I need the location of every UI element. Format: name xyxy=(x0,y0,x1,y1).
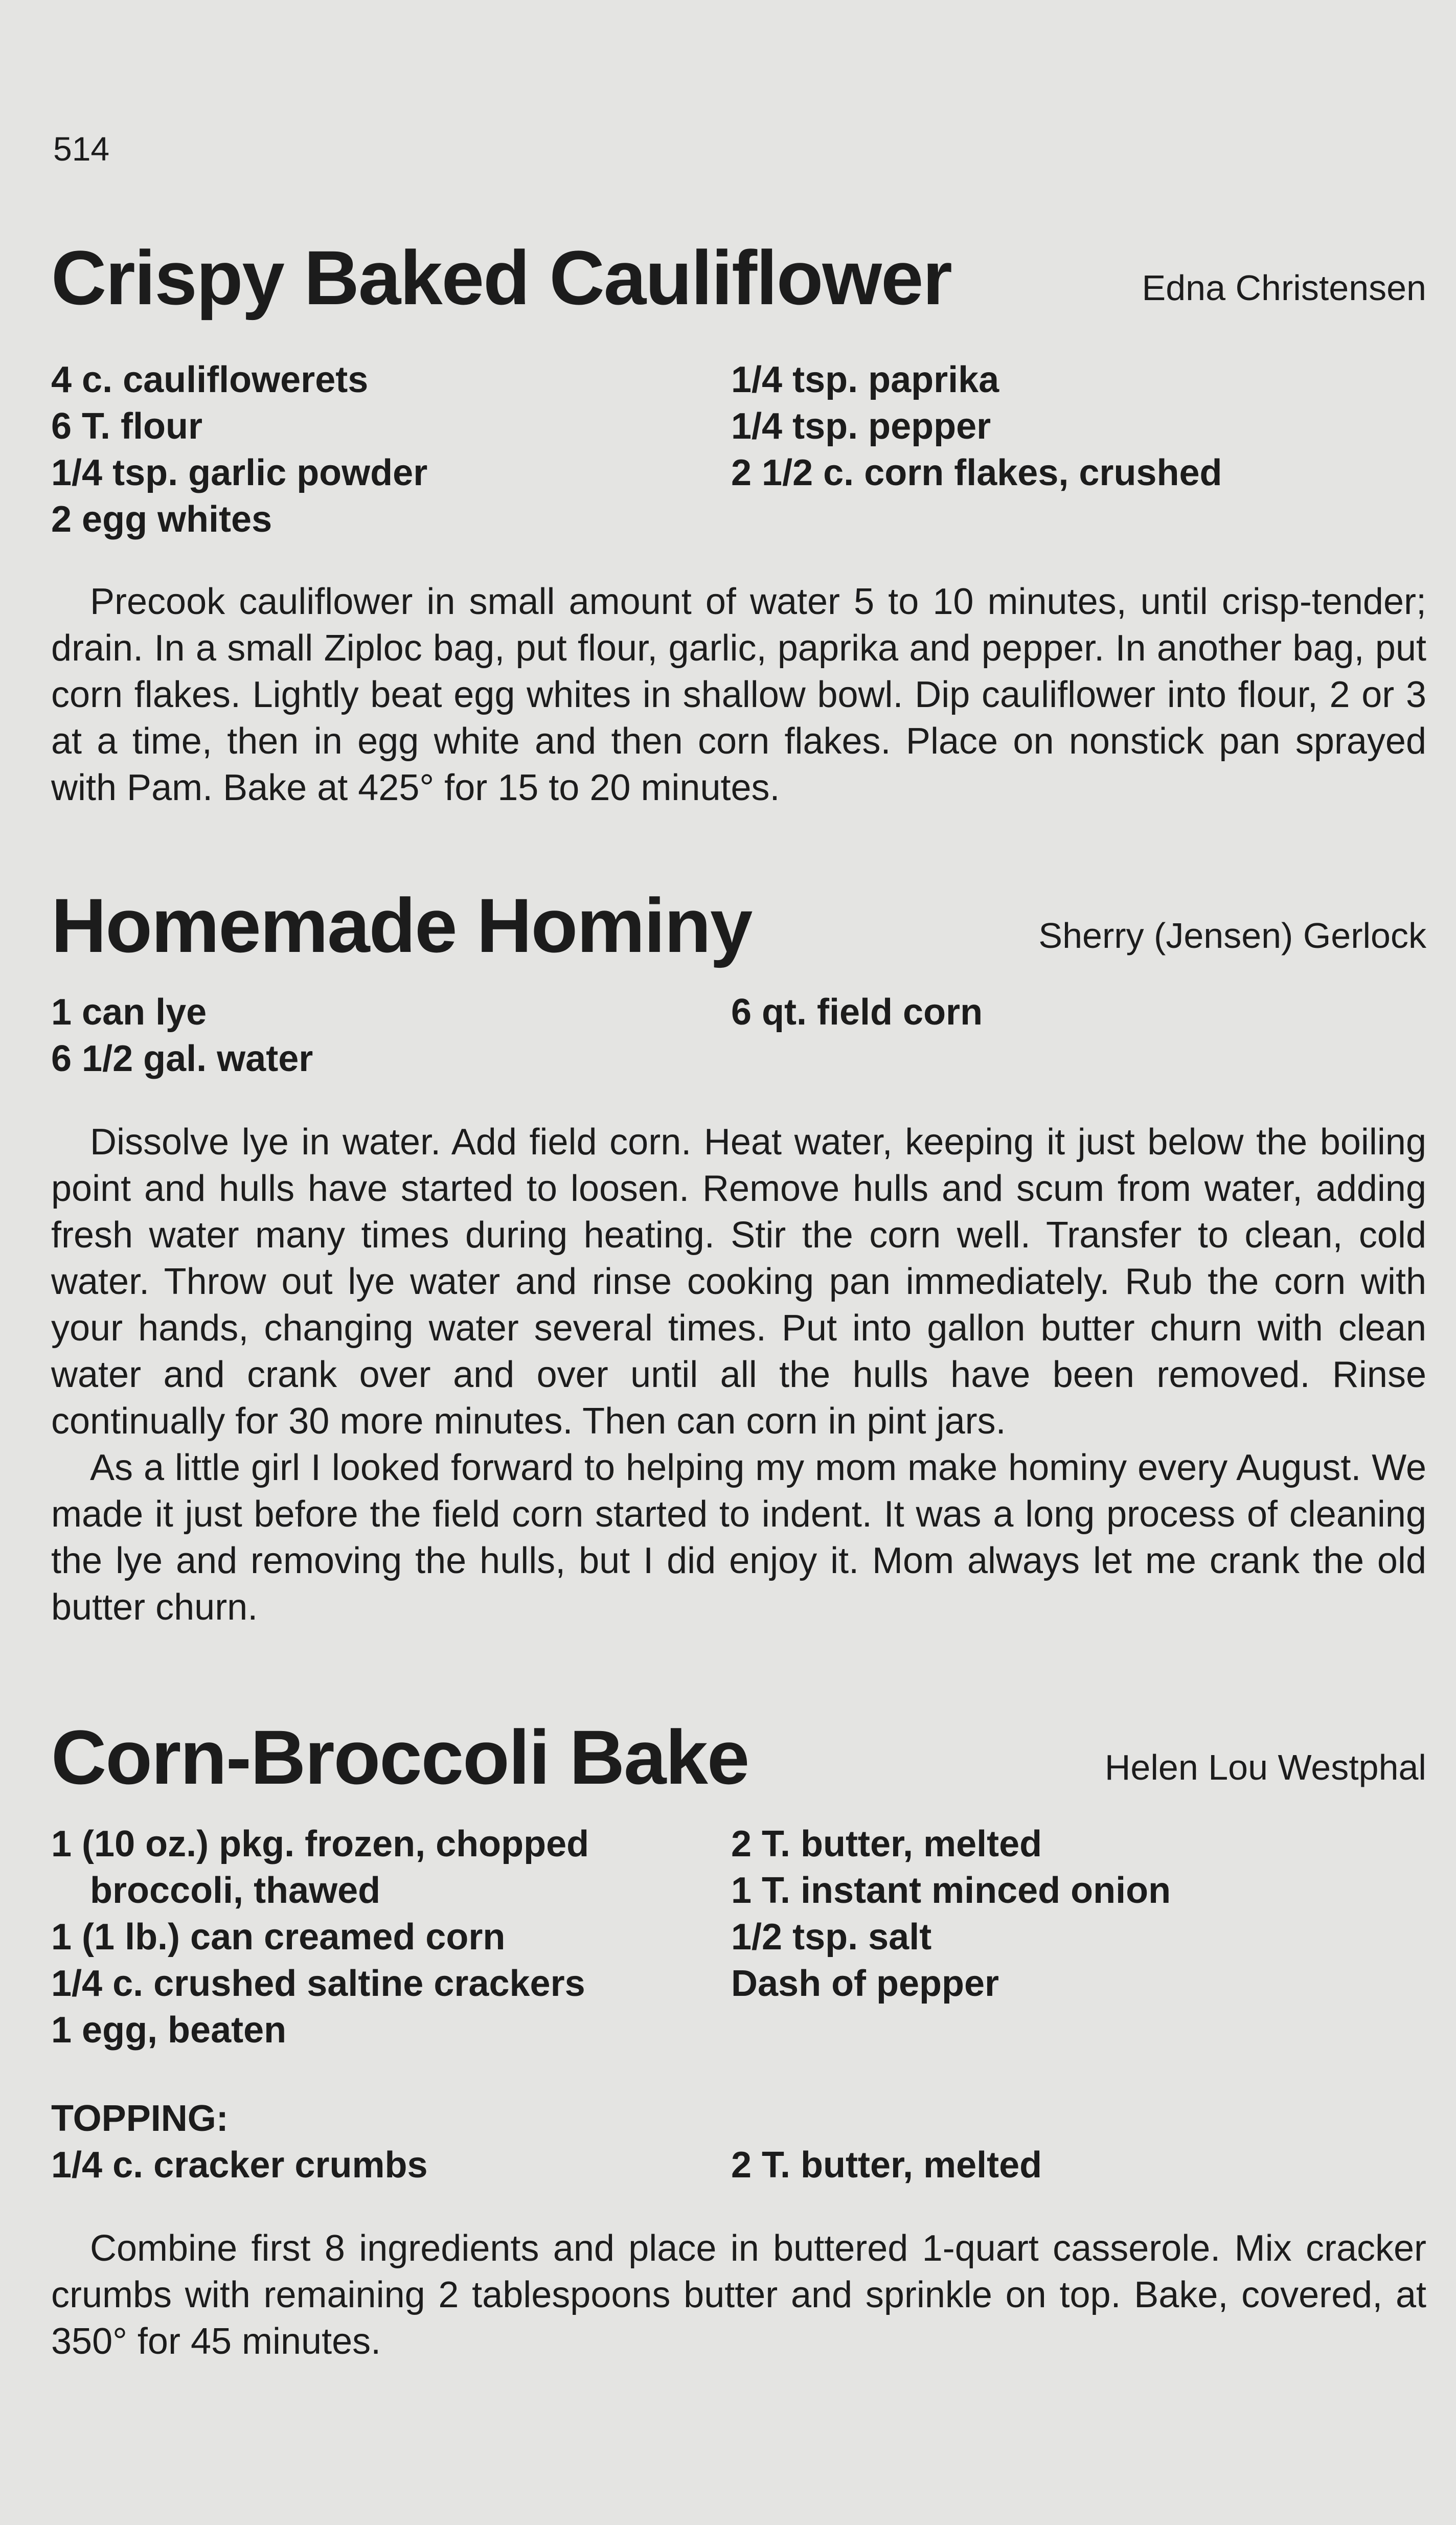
recipe-author: Edna Christensen xyxy=(1142,268,1426,308)
ingredient-column-right xyxy=(731,1821,1426,2054)
ingredient-item: 1/4 tsp. paprika xyxy=(731,359,999,400)
recipe-crispy-baked-cauliflower xyxy=(51,235,1426,811)
ingredient-item: 2 T. butter, melted xyxy=(731,2145,1042,2186)
topping-list xyxy=(51,2142,1426,2189)
directions-paragraph: Precook cauliflower in small amount of water 5 to 10 minutes, until crisp-tender; drain. In a small Ziploc bag, put flour, garlic, paprika and pepper. In another bag, put corn flakes. Lightly beat egg whites in shallow bowl. Dip cauliflower into flour, 2 or 3 at a time, then in egg white and then corn flakes. Place on nonstick pan sprayed with Pam. Bake at 425° for 15 to 20 minutes. xyxy=(51,581,1426,808)
ingredient-item: 1/4 tsp. pepper xyxy=(731,406,991,447)
ingredient-item: broccoli, thawed xyxy=(90,1870,381,1911)
recipe-header xyxy=(51,1714,1426,1821)
directions xyxy=(51,579,1426,811)
ingredient-item: 2 1/2 c. corn flakes, crushed xyxy=(731,452,1222,493)
directions xyxy=(51,2225,1426,2365)
ingredient-item: 1/4 c. cracker crumbs xyxy=(51,2145,428,2186)
recipe-header xyxy=(51,882,1426,989)
ingredient-column-right xyxy=(731,357,1426,543)
ingredient-item: 1/4 c. crushed saltine crackers xyxy=(51,1963,585,2004)
directions-paragraph: Dissolve lye in water. Add field corn. Heat water, keeping it just below the boiling point and hulls have started to loosen. Remove hulls and scum from water, adding fresh water many times during heating. Stir the corn well. Transfer to clean, cold water. Throw out lye water and rinse cooking pan immediately. Rub the corn with your hands, changing water several times. Put into gallon butter churn with clean water and crank over and over until all the hulls have been removed. Rinse continually for 30 more minutes. Then can corn in pint jars. xyxy=(51,1122,1426,1442)
ingredient-item: 1 (10 oz.) pkg. frozen, chopped xyxy=(51,1824,589,1864)
topping-column-left xyxy=(51,2142,731,2189)
ingredient-item: 6 1/2 gal. water xyxy=(51,1038,313,1079)
ingredient-item: 1 can lye xyxy=(51,992,207,1033)
ingredient-item: 4 c. cauliflowerets xyxy=(51,359,369,400)
page-number: 514 xyxy=(53,130,110,168)
topping-column-right xyxy=(731,2142,1426,2189)
recipe-author: Sherry (Jensen) Gerlock xyxy=(1038,916,1426,956)
recipe-title: Corn-Broccoli Bake xyxy=(51,1714,749,1800)
ingredient-item: 2 T. butter, melted xyxy=(731,1824,1042,1864)
ingredient-item: Dash of pepper xyxy=(731,1963,999,2004)
ingredient-item: 1 (1 lb.) can creamed corn xyxy=(51,1917,506,1958)
ingredient-item: 1 egg, beaten xyxy=(51,2010,287,2051)
recipe-author: Helen Lou Westphal xyxy=(1104,1747,1426,1787)
recipe-homemade-hominy xyxy=(51,882,1426,1631)
ingredient-item: 6 qt. field corn xyxy=(731,992,983,1033)
topping-heading: TOPPING: xyxy=(51,2098,229,2139)
ingredient-list xyxy=(51,357,1426,543)
directions-paragraph: As a little girl I looked forward to helping my mom make hominy every August. We made it just before the field corn started to indent. It was a long process of cleaning the lye and removing the hulls, but I did enjoy it. Mom always let me crank the old butter churn. xyxy=(51,1447,1426,1628)
ingredient-item: 6 T. flour xyxy=(51,406,203,447)
directions xyxy=(51,1119,1426,1631)
ingredient-column-right xyxy=(731,989,1426,1082)
ingredient-list xyxy=(51,1821,1426,2054)
ingredient-item: 2 egg whites xyxy=(51,499,272,540)
recipe-corn-broccoli-bake xyxy=(51,1714,1426,2365)
ingredient-column-left xyxy=(51,357,731,543)
ingredient-item: 1/2 tsp. salt xyxy=(731,1917,932,1958)
ingredient-column-left xyxy=(51,1821,731,2054)
recipe-header xyxy=(51,235,1426,342)
ingredient-column-left xyxy=(51,989,731,1082)
recipe-title: Crispy Baked Cauliflower xyxy=(51,235,951,321)
directions-paragraph: Combine first 8 ingredients and place in buttered 1-quart casserole. Mix cracker crumbs with remaining 2 tablespoons butter and sprinkle on top. Bake, covered, at 350° for 45 minutes. xyxy=(51,2228,1426,2362)
recipe-title: Homemade Hominy xyxy=(51,882,752,968)
ingredient-item: 1/4 tsp. garlic powder xyxy=(51,452,428,493)
ingredient-item: 1 T. instant minced onion xyxy=(731,1870,1171,1911)
ingredient-list xyxy=(51,989,1426,1082)
